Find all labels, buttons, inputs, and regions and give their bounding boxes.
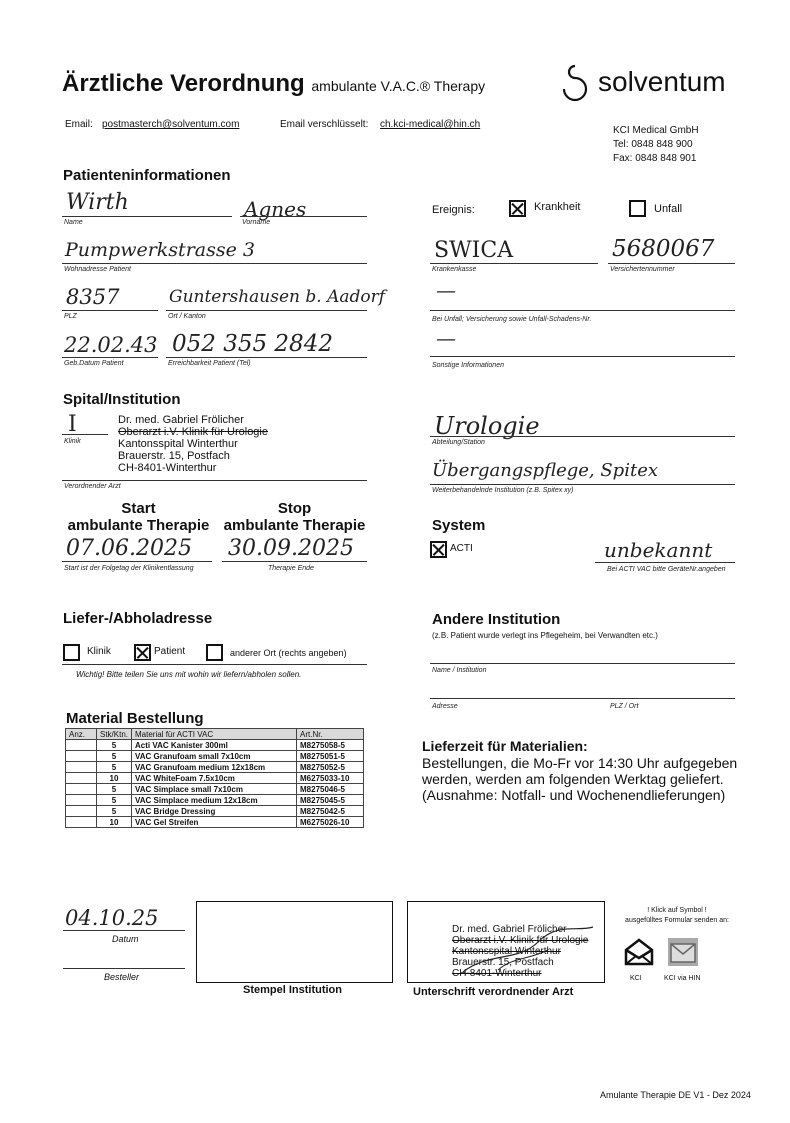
patient-name-value[interactable]: Wirth	[66, 190, 129, 215]
solventum-logo-icon	[560, 62, 590, 108]
artnr-cell: M6275026-10	[297, 817, 364, 828]
email-encrypted-label: Email verschlüsselt:	[280, 119, 369, 130]
anz-cell[interactable]	[66, 751, 97, 762]
liefer-patient-checkbox[interactable]	[134, 644, 151, 661]
lieferzeit-line: (Ausnahme: Notfall- und Wochenendlieferungen)	[422, 787, 726, 803]
kci-hin-label: KCI via HIN	[664, 975, 701, 982]
lieferzeit-title: Lieferzeit für Materialien:	[422, 738, 588, 754]
andere-name-label: Name / Institution	[432, 667, 487, 674]
anz-cell[interactable]	[66, 740, 97, 751]
company-name: KCI Medical GmbH	[613, 125, 699, 136]
material-cell: VAC Granufoam medium 12x18cm	[132, 762, 297, 773]
anz-cell[interactable]	[66, 806, 97, 817]
weiterbehandelnde-value[interactable]: Übergangspflege, Spitex	[432, 460, 659, 481]
artnr-cell: M8275051-5	[297, 751, 364, 762]
unfall-label: Unfall	[654, 203, 683, 215]
andere-subtitle: (z.B. Patient wurde verlegt ins Pflegeheim, bei Verwandten etc.)	[432, 631, 658, 640]
unfall-info-label: Bei Unfall; Versicherung sowie Unfall-Schadens-Nr.	[432, 316, 592, 323]
liefer-patient-label: Patient	[154, 646, 186, 657]
material-cell: VAC Simplace medium 12x18cm	[132, 795, 297, 806]
table-row	[66, 773, 364, 784]
acti-label: ACTI	[450, 543, 473, 554]
patient-tel-label: Erreichbarkeit Patient (Tel)	[168, 360, 251, 367]
patient-plz-value[interactable]: 8357	[66, 285, 120, 309]
artnr-cell: M6275033-10	[297, 773, 364, 784]
stk-cell: 5	[97, 762, 132, 773]
liefer-title: Liefer-/Abholadresse	[63, 610, 213, 627]
stop-title	[222, 500, 367, 534]
patient-vorname-label: Vorname	[242, 219, 271, 226]
stamp-line: Dr. med. Gabriel Frölicher	[452, 924, 567, 935]
stk-cell: 5	[97, 806, 132, 817]
start-date-value[interactable]: 07.06.2025	[66, 536, 192, 561]
patient-ort-value[interactable]: Guntershausen b. Aadorf	[169, 287, 386, 307]
stamp-line: Brauerstr. 15, Postfach	[452, 957, 554, 968]
stempel-box[interactable]	[196, 901, 393, 983]
anz-cell[interactable]	[66, 795, 97, 806]
datum-label: Datum	[112, 934, 139, 944]
email-label: Email:	[65, 119, 93, 130]
liefer-anderer-label: anderer Ort (rechts angeben)	[230, 648, 347, 658]
kci-hin-mail-icon[interactable]	[668, 938, 698, 966]
email-link[interactable]: postmasterch@solventum.com	[102, 119, 240, 130]
col-artnr: Art.Nr.	[297, 729, 364, 740]
patient-vorname-value[interactable]: Agnes	[244, 197, 307, 221]
krankheit-label: Krankheit	[534, 201, 581, 213]
sonstige-label: Sonstige Informationen	[432, 362, 504, 369]
send-line: ! Klick auf Symbol !	[647, 907, 707, 914]
material-cell: VAC WhiteFoam 7.5x10cm	[132, 773, 297, 784]
stamp-line: Brauerstr. 15, Postfach	[118, 450, 230, 462]
patient-name-label: Name	[64, 219, 83, 226]
stempel-label: Stempel Institution	[243, 984, 342, 996]
stop-title-line: Stop	[277, 500, 312, 517]
email-encrypted-link[interactable]: ch.kci-medical@hin.ch	[380, 119, 481, 130]
ereignis-label: Ereignis:	[432, 204, 475, 216]
col-material: Material für ACTI VAC	[132, 729, 297, 740]
stk-cell: 5	[97, 784, 132, 795]
anz-cell[interactable]	[66, 817, 97, 828]
acti-checkbox[interactable]	[430, 541, 447, 558]
unterschrift-label: Unterschrift verordnender Arzt	[413, 986, 574, 998]
artnr-cell: M8275045-5	[297, 795, 364, 806]
stop-title-line: ambulante Therapie	[223, 517, 366, 534]
company-contact	[613, 124, 699, 166]
versichertennummer-label: Versichertennummer	[610, 266, 675, 273]
company-fax: Fax: 0848 848 901	[613, 153, 697, 164]
liefer-anderer-checkbox[interactable]	[206, 644, 223, 661]
patient-dob-label: Geb.Datum Patient	[64, 360, 124, 367]
col-anz: Anz.	[66, 729, 97, 740]
artnr-cell: M8275052-5	[297, 762, 364, 773]
datum-value[interactable]: 04.10.25	[65, 906, 159, 930]
stk-cell: 5	[97, 795, 132, 806]
form-title: Ärztliche Verordnung ambulante V.A.C.® Therapy	[62, 70, 486, 97]
patient-address-value[interactable]: Pumpwerkstrasse 3	[65, 239, 255, 261]
patient-section-title: Patienteninformationen	[63, 167, 231, 184]
table-row	[66, 762, 364, 773]
klinik-label: Klinik	[64, 438, 81, 445]
patient-plz-label: PLZ	[64, 313, 77, 320]
artnr-cell: M8275046-5	[297, 784, 364, 795]
stk-cell: 5	[97, 740, 132, 751]
krankenkasse-label: Krankenkasse	[432, 266, 477, 273]
lieferzeit-text	[422, 755, 737, 803]
version-label: Amulante Therapie DE V1 - Dez 2024	[600, 1090, 751, 1100]
arzt-label: Verordnender Arzt	[64, 483, 121, 490]
table-row	[66, 817, 364, 828]
andere-plz-label: PLZ / Ort	[610, 703, 639, 710]
andere-title: Andere Institution	[432, 611, 561, 628]
kci-label: KCI	[630, 975, 642, 982]
col-stk: Stk/Ktn.	[97, 729, 132, 740]
solventum-logo-text: solventum	[598, 66, 726, 97]
material-cell: VAC Simplace small 7x10cm	[132, 784, 297, 795]
arzt-stamp	[118, 414, 268, 474]
patient-ort-label: Ort / Kanton	[168, 313, 206, 320]
stamp-line: CH-8401-Winterthur	[452, 968, 542, 979]
table-row	[66, 806, 364, 817]
signature-scribble	[458, 922, 598, 977]
krankheit-checkbox[interactable]	[509, 200, 526, 217]
weiterbehandelnde-label: Weiterbehandelnde Institution (z.B. Spitex xy)	[432, 487, 574, 494]
lieferzeit-line: Bestellungen, die Mo-Fr vor 14:30 Uhr aufgegeben	[422, 755, 738, 771]
send-instructions	[612, 906, 742, 926]
system-title: System	[432, 517, 486, 534]
stamp-line: Oberarzt i.V. Klinik für Urologie	[452, 935, 589, 946]
klinik-value[interactable]: I	[68, 412, 77, 437]
geraetnr-value[interactable]: unbekannt	[604, 538, 713, 562]
start-title-line: ambulante Therapie	[67, 517, 210, 534]
artnr-cell: M8275058-5	[297, 740, 364, 751]
anz-cell[interactable]	[66, 784, 97, 795]
abteilung-value[interactable]: Urologie	[434, 412, 540, 440]
start-title	[66, 500, 211, 534]
start-title-line: Start	[121, 500, 156, 517]
versichertennummer-value[interactable]: 5680067	[612, 236, 715, 262]
stop-date-value[interactable]: 30.09.2025	[228, 536, 354, 561]
material-table	[65, 728, 364, 828]
unterschrift-box[interactable]	[407, 901, 605, 983]
krankenkasse-value[interactable]: SWICA	[434, 238, 514, 263]
liefer-klinik-checkbox[interactable]	[63, 644, 80, 661]
stamp-line: Kantonsspital Winterthur	[452, 946, 561, 957]
stk-cell: 10	[97, 817, 132, 828]
stamp-line: Oberarzt i.V. Klinik für Urologie	[118, 426, 268, 438]
stamp-line: CH-8401-Winterthur	[118, 462, 217, 474]
anz-cell[interactable]	[66, 762, 97, 773]
unfall-info-value[interactable]: —	[436, 278, 456, 302]
liefer-note: Wichtig! Bitte teilen Sie uns mit wohin wir liefern/abholen sollen.	[76, 670, 302, 679]
table-row	[66, 751, 364, 762]
patient-dob-value[interactable]: 22.02.43	[64, 333, 158, 357]
stamp-line: Dr. med. Gabriel Frölicher	[118, 414, 244, 426]
material-title: Material Bestellung	[66, 710, 204, 727]
table-row	[66, 740, 364, 751]
material-cell: VAC Gel Streifen	[132, 817, 297, 828]
stk-cell: 10	[97, 773, 132, 784]
material-header-row	[66, 729, 364, 740]
stamp-line: Kantonsspital Winterthur	[118, 438, 238, 450]
table-row	[66, 795, 364, 806]
start-date-label: Start ist der Folgetag der Klinikentlassung	[64, 565, 194, 572]
material-cell: Acti VAC Kanister 300ml	[132, 740, 297, 751]
company-tel: Tel: 0848 848 900	[613, 139, 693, 150]
anz-cell[interactable]	[66, 773, 97, 784]
geraetnr-label: Bei ACTI VAC bitte GeräteNr.angeben	[607, 566, 726, 573]
lieferzeit-line: werden, werden am folgenden Werktag geliefert.	[422, 771, 724, 787]
send-line: ausgefülltes Formular senden an:	[625, 917, 729, 924]
spital-section-title: Spital/Institution	[63, 391, 181, 408]
andere-adresse-label: Adresse	[432, 703, 458, 710]
patient-tel-value[interactable]: 052 355 2842	[172, 331, 333, 357]
sonstige-value[interactable]: —	[436, 326, 456, 350]
form-subtitle: ambulante V.A.C.® Therapy	[311, 78, 486, 94]
artnr-cell: M8275042-5	[297, 806, 364, 817]
liefer-klinik-label: Klinik	[87, 646, 111, 657]
besteller-label: Besteller	[104, 972, 140, 982]
table-row	[66, 784, 364, 795]
unfall-checkbox[interactable]	[629, 200, 646, 217]
patient-address-label: Wohnadresse Patient	[64, 266, 131, 273]
material-cell: VAC Bridge Dressing	[132, 806, 297, 817]
abteilung-label: Abteilung/Station	[432, 439, 485, 446]
material-cell: VAC Granufoam small 7x10cm	[132, 751, 297, 762]
stop-date-label: Therapie Ende	[268, 565, 314, 572]
kci-mail-icon[interactable]	[624, 938, 654, 966]
stk-cell: 5	[97, 751, 132, 762]
